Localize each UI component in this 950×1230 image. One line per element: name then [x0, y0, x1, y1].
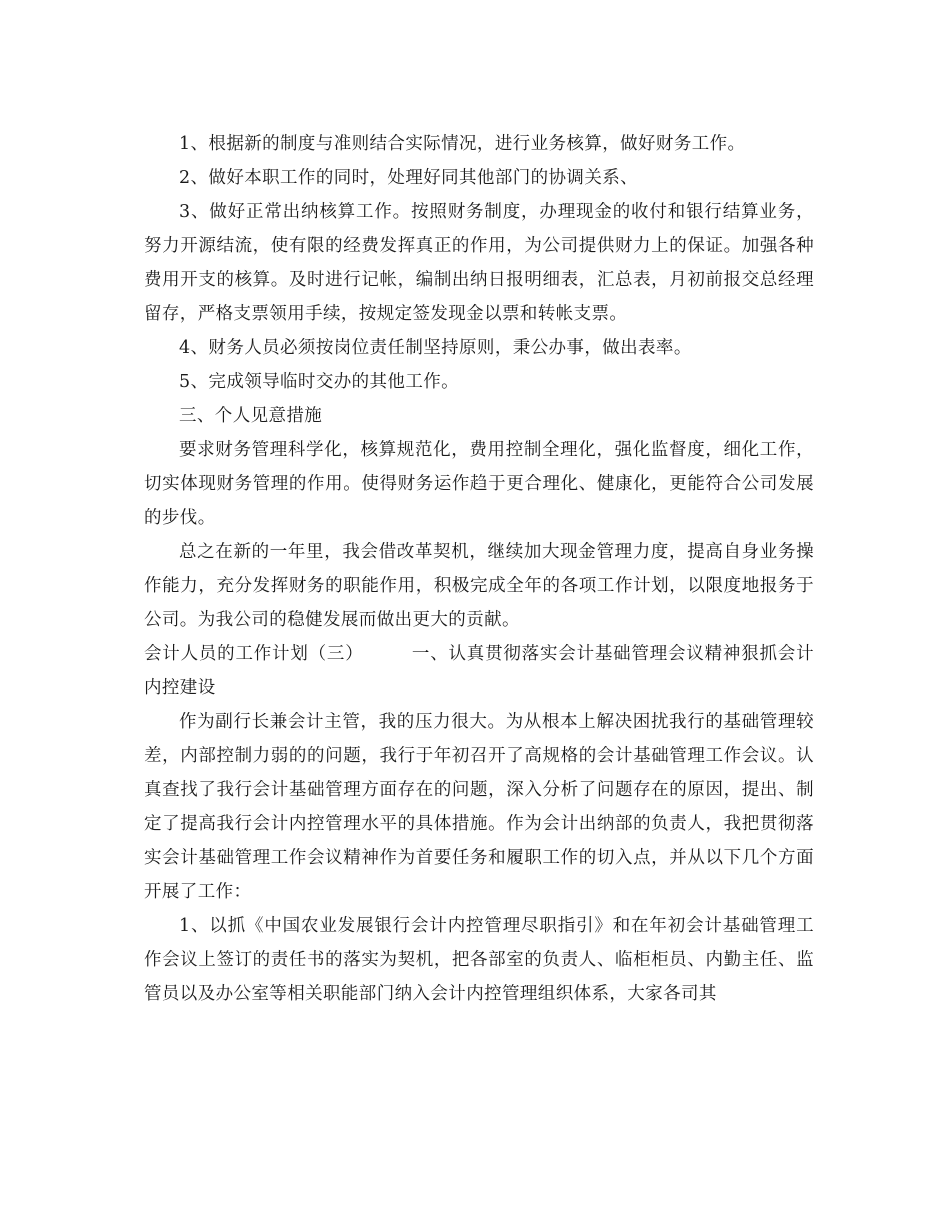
paragraph-item-3: 3、做好正常出纳核算工作。按照财务制度，办理现金的收付和银行结算业务，努力开源结流，使有限的经费发挥真正的作用，为公司提供财力上的保证。加强各种费用开支的核算。及时进行记帐，编制出纳日报明细表，汇总表，月初前报交总经理留存，严格支票领用手续，按规定签发现金以票和转帐支票。: [144, 202, 814, 324]
paragraph-item-1: 1、根据新的制度与准则结合实际情况，进行业务核算，做好财务工作。: [179, 134, 746, 154]
paragraph-summary: 总之在新的一年里，我会借改革契机，继续加大现金管理力度，提高自身业务操作能力，充分发挥财务的职能作用，积极完成全年的各项工作计划，以限度地报务于公司。为我公司的稳健发展而做出更大的贡献。: [144, 542, 814, 630]
paragraph-item-2: 2、做好本职工作的同时，处理好同其他部门的协调关系、: [179, 168, 639, 188]
section-heading-personal-measures: 三、个人见意措施: [179, 406, 323, 426]
paragraph-vice-president: 作为副行长兼会计主管，我的压力很大。为从根本上解决困扰我行的基础管理较差，内部控制力弱的的问题，我行于年初召开了高规格的会计基础管理工作会议。认真查找了我行会计基础管理方面存在的问题，深入分析了问题存在的原因，提出、制定了提高我行会计内控管理水平的具体措施。作为会计出纳部的负责人，我把贯彻落实会计基础管理工作会议精神作为首要任务和履职工作的切入点，并从以下几个方面开展了工作：: [144, 712, 814, 902]
document-body: [144, 127, 814, 1011]
paragraph-item-4: 4、财务人员必须按岗位责任制坚持原则，秉公办事，做出表率。: [179, 338, 692, 358]
section-title-line: [144, 637, 814, 705]
paragraph-item-internal-control: 1、以抓《中国农业发展银行会计内控管理尽职指引》和在年初会计基础管理工作会议上签订的责任书的落实为契机，把各部室的负责人、临柜柜员、内勤主任、监管员以及办公室等相关职能部门纳入会计内控管理组织体系，大家各司其: [144, 916, 814, 1004]
paragraph-requirements: 要求财务管理科学化，核算规范化，费用控制全理化，强化监督度，细化工作，切实体现财务管理的作用。使得财务运作趋于更合理化、健康化，更能符合公司发展的步伐。: [144, 440, 814, 528]
paragraph-item-5: 5、完成领导临时交办的其他工作。: [179, 372, 460, 392]
section-title: 会计人员的工作计划（三）: [144, 644, 364, 664]
section-subtitle: 一、认真贯彻落实会计基础管理会议精神狠抓会计内控建设: [144, 644, 814, 698]
